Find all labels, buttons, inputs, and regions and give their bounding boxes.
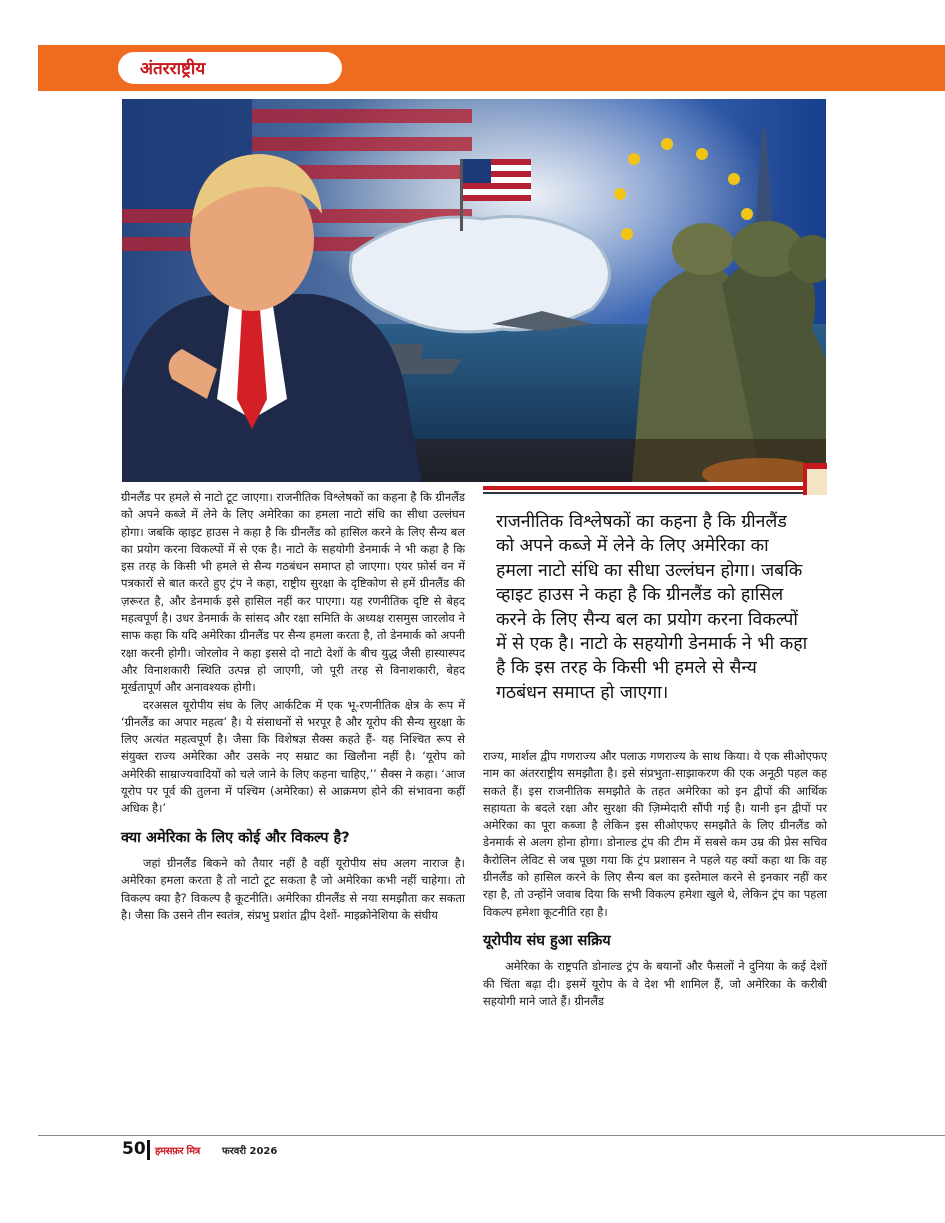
footer-divider xyxy=(147,1140,150,1160)
paragraph: दरअसल यूरोपीय संघ के लिए आर्कटिक में एक भू-रणनीतिक क्षेत्र के रूप में ‘ग्रीनलैंड का अपार महत्व’ है। ये संसाधनों से भरपूर है और यूरोप की सैन्य सुरक्षा के लिए अत्यंत महत्वपूर्ण है। जैसा कि विशेषज्ञ सैक्स कहते हैं- यह निश्चित रूप से संयुक्त राज्य अमेरिका और उसके नए सम्राट का खिलौना नहीं है। ‘यूरोप को अमेरिकी साम्राज्यवादियों को चले जाने के लिए कहना चाहिए,’’ सैक्स ने कहा। ‘आज यूरोप पर पूर्व की तुलना में पश्चिम (अमेरिका) से आक्रमण होने की संभावना कहीं अधिक है।’ xyxy=(121,697,465,816)
hero-illustration xyxy=(122,99,826,482)
pull-quote: राजनीतिक विश्लेषकों का कहना है कि ग्रीनलैंड को अपने कब्जे में लेने के लिए अमेरिका का हमला नाटो संधि का सीधा उल्लंघन होगा। जबकि व्हाइट हाउस ने कहा है कि ग्रीनलैंड को हासिल करने के लिए सैन्य बल का प्रयोग करना विकल्पों में से एक है। नाटो के सहयोगी डेनमार्क ने भी कहा है कि इस तरह के किसी भी हमले से सैन्य गठबंधन समाप्त हो जाएगा। xyxy=(496,512,808,703)
subheading: क्या अमेरिका के लिए कोई और विकल्प है? xyxy=(121,829,350,846)
pullquote-rule xyxy=(483,486,803,490)
paragraph: राज्य, मार्शल द्वीप गणराज्य और पलाऊ गणराज्य के साथ किया। ये एक सीओएफए नाम का अंतरराष्ट्रीय समझौता है। इसे संप्रभुता-साझाकरण की एक अनूठी पहल कह सकते हैं। इस राजनीतिक समझौते के तहत अमेरिका को इन द्वीपों की आर्थिक सहायता के बदले रक्षा और सुरक्षा की ज़िम्मेदारी सौंपी गई है। यानी इन द्वीपों पर अमेरिका का पूरा कब्जा है लेकिन इस सीओएफए समझौते के लिए ग्रीनलैंड को डेनमार्क से अलग होना होगा। डोनाल्ड ट्रंप की टीम में सबसे कम उम्र की प्रेस सचिव कैरोलिन लेविट से जब पूछा गया कि ट्रंप प्रशासन ने पहले यह क्यों कहा था कि वह ग्रीनलैंड को हासिल करने के लिए सैन्य बल का इस्तेमाल करने से इनकार नहीं कर रहा है, तो उन्होंने जवाब दिया कि सभी विकल्प हमेशा खुले थे, लेकिन ट्रंप का पहला विकल्प हमेशा कूटनीति रहा है। xyxy=(483,749,827,919)
paragraph: जहां ग्रीनलैंड बिकने को तैयार नहीं है वहीं यूरोपीय संघ अलग नाराज है। अमेरिका हमला करता है तो नाटो टूट सकता है जो अमेरिका कभी नहीं चाहेगा। तो विकल्प क्या है? विकल्प है कूटनीति। अमेरिका ग्रीनलैंड से नया समझौता कर सकता है। जैसा कि उसने तीन स्वतंत्र, संप्रभु प्रशांत द्वीप देशों- माइक्रोनेशिया के संघीय xyxy=(121,855,465,922)
subheading: यूरोपीय संघ हुआ सक्रिय xyxy=(483,932,611,949)
footer-rule xyxy=(38,1135,945,1136)
right-column xyxy=(483,748,827,1010)
issue-date: फरवरी 2026 xyxy=(222,1146,278,1157)
section-label: अंतरराष्ट्रीय xyxy=(140,59,206,79)
left-column xyxy=(121,489,465,924)
page-number: 50 xyxy=(122,1139,146,1159)
paragraph: ग्रीनलैंड पर हमले से नाटो टूट जाएगा। राजनीतिक विश्लेषकों का कहना है कि ग्रीनलैंड को अपने कब्जे में लेने के लिए अमेरिका का हमला नाटो संधि का सीधा उल्लंघन होगा। जबकि व्हाइट हाउस ने कहा है कि ग्रीनलैंड को हासिल करने के लिए सैन्य बल का प्रयोग करना विकल्पों में से एक है। नाटो के सहयोगी डेनमार्क ने भी कहा है कि इस तरह के किसी भी हमले से सैन्य गठबंधन समाप्त हो जाएगा। एयर फ़ोर्स वन में पत्रकारों से बात करते हुए ट्रंप ने कहा, राष्ट्रीय सुरक्षा के दृष्टिकोण से हमें ग्रीनलैंड की ज़रूरत है, और डेनमार्क इसे हासिल नहीं कर पाएगा। यह रणनीतिक दृष्टि से बेहद महत्वपूर्ण है। उधर डेनमार्क के सांसद और रक्षा समिति के अध्यक्ष रासमुस जारलोव ने साफ कहा कि यदि अमेरिका ग्रीनलैंड पर सैन्य हमला करता है, तो डेनमार्क को अपनी रक्षा करनी होगी। जोरलोव ने कहा इससे दो नाटो देशों के बीच युद्ध जैसी हास्यास्पद और विनाशकारी स्थिति उत्पन्न हो जाएगी, जो पूरी तरह से विनाशकारी, बेहद मूर्खतापूर्ण और अनावश्यक होगी। xyxy=(121,490,465,695)
magazine-logo: हमसफ़र मित्र xyxy=(155,1146,201,1157)
pullquote-rule-thin xyxy=(483,492,803,494)
paragraph: अमेरिका के राष्ट्रपति डोनाल्ड ट्रंप के बयानों और फैसलों ने दुनिया के कई देशों की चिंता बढ़ा दी। इसमें यूरोप के वे देश भी शामिल हैं, जो अमेरिका के करीबी सहयोगी माने जाते हैं। ग्रीनलैंड xyxy=(483,959,827,1008)
corner-accent-inner xyxy=(807,469,827,495)
